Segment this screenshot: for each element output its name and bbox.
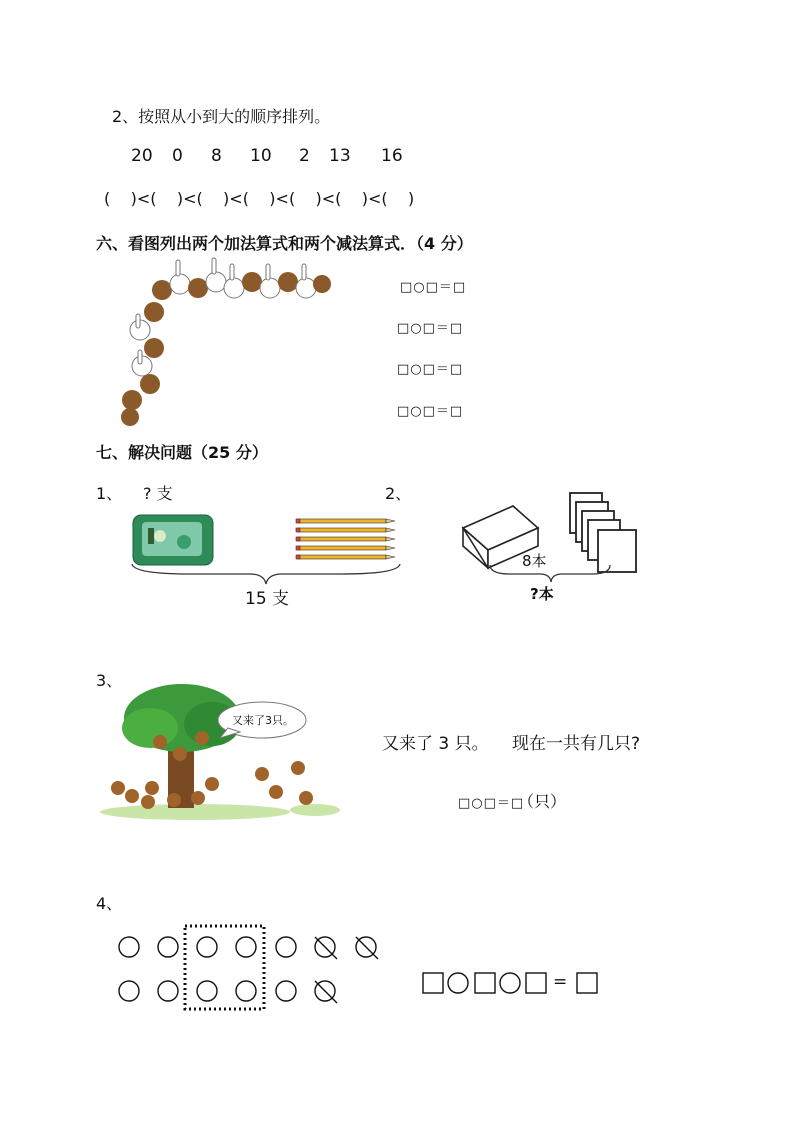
pencils-image: [296, 516, 401, 564]
problem-1-question: ? 支: [143, 484, 173, 503]
problem-3-label: 3、: [96, 671, 123, 690]
problem-2-part: 8本: [522, 552, 547, 570]
number-item: 10: [250, 146, 272, 166]
number-item: 20: [131, 146, 153, 166]
problem-3-text-1: 又来了 3 只。: [382, 734, 489, 754]
problem-4-equals: =: [553, 972, 568, 992]
number-item: 16: [381, 146, 403, 166]
section-6-heading: 六、看图列出两个加法算式和两个减法算式．（4 分）: [96, 234, 473, 253]
monkeys-tree-image: [100, 680, 335, 822]
problem-2-label: 2、: [385, 484, 412, 503]
problem-4-equation-boxes[interactable]: [422, 970, 602, 998]
equation-template[interactable]: □○□＝□: [397, 404, 464, 419]
number-item: 13: [329, 146, 351, 166]
equation-template[interactable]: □○□＝□: [397, 362, 464, 377]
problem-1-label: 1、: [96, 484, 123, 503]
equation-template[interactable]: □○□＝□: [400, 280, 467, 295]
section-7-heading: 七、解决问题（25 分）: [96, 443, 268, 462]
problem-3-text-2: 现在一共有几只?: [512, 734, 641, 754]
problem-4-label: 4、: [96, 894, 123, 913]
problem-2-question: ?本: [530, 585, 554, 603]
equation-template[interactable]: □○□＝□: [397, 321, 464, 336]
number-item: 2: [299, 146, 310, 166]
problem-3-unit: （只）: [518, 792, 567, 811]
animal-column-left: [121, 302, 164, 426]
number-item: 0: [172, 146, 183, 166]
bears-rabbits-image: [110, 252, 340, 427]
question-2-title: 2、按照从小到大的顺序排列。: [112, 107, 331, 126]
speech-bubble-text: 又来了3只。: [232, 714, 294, 727]
animal-row-top: [152, 258, 331, 300]
ordering-blanks[interactable]: ( )<( )<( )<( )<( )<( )<( ): [104, 189, 415, 208]
problem-1-total: 15 支: [245, 589, 290, 609]
problem-3-equation[interactable]: □○□＝□: [458, 796, 525, 811]
number-item: 8: [211, 146, 222, 166]
circles-diagram: [115, 920, 390, 1015]
